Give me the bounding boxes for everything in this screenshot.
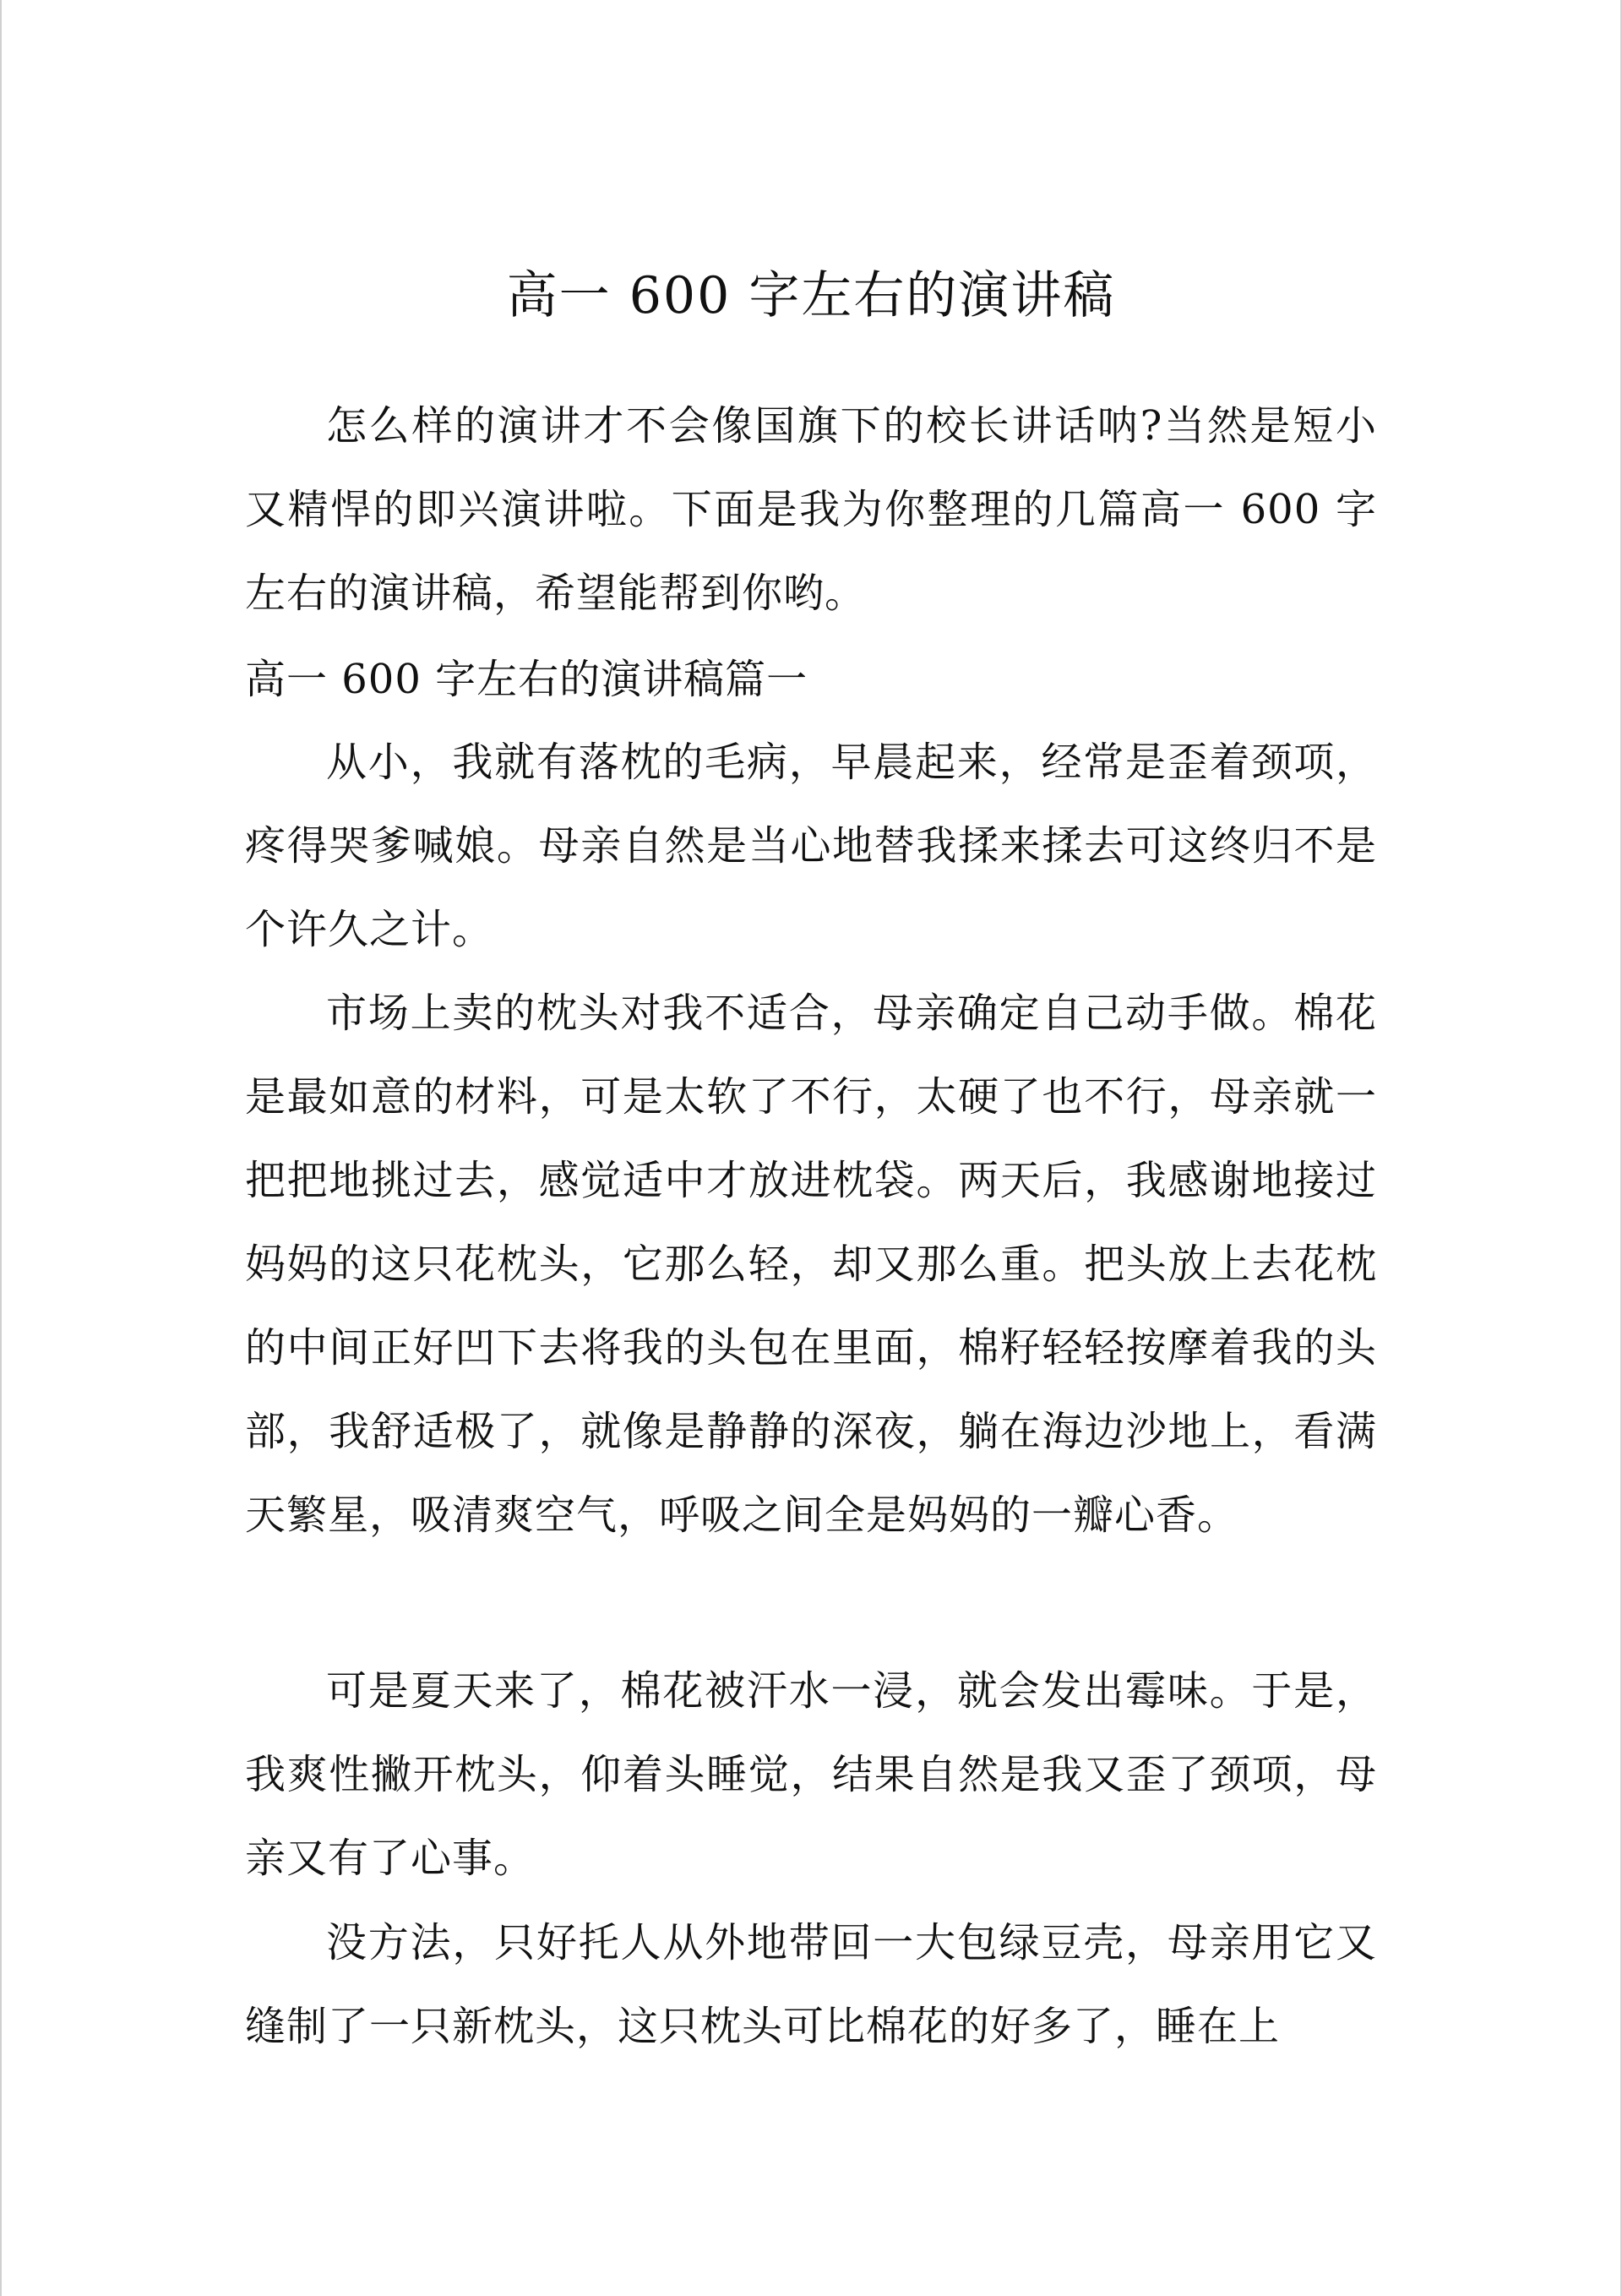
paragraph-4: 没方法，只好托人从外地带回一大包绿豆壳，母亲用它又缝制了一只新枕头，这只枕头可比棉花的好多了，睡在上 — [245, 1919, 1377, 2050]
document-title: 高一 600 字左右的演讲稿 — [506, 266, 1116, 325]
paragraph-1: 从小，我就有落枕的毛病，早晨起来，经常是歪着颈项，疼得哭爹喊娘。母亲自然是当心地替我揉来揉去可这终归不是个许久之计。 — [245, 739, 1377, 953]
section-heading: 高一 600 字左右的演讲稿篇一 — [245, 656, 808, 703]
intro-paragraph: 怎么样的演讲才不会像国旗下的校长讲话呐?当然是短小又精悍的即兴演讲啦。下面是我为你整理的几篇高一 600 字左右的演讲稿，希望能帮到你哟。 — [245, 402, 1377, 617]
paragraph-3: 可是夏天来了，棉花被汗水一浸，就会发出霉味。于是，我爽性撇开枕头，仰着头睡觉，结果自然是我又歪了颈项，母亲又有了心事。 — [245, 1667, 1377, 1882]
paragraph-2: 市场上卖的枕头对我不适合，母亲确定自己动手做。棉花是最如意的材料，可是太软了不行，太硬了也不行，母亲就一把把地挑过去，感觉适中才放进枕袋。两天后，我感谢地接过妈妈的这只花枕头，它那么轻，却又那么重。把头放上去花枕的中间正好凹下去将我的头包在里面，棉籽轻轻按摩着我的头部，我舒适极了，就像是静静的深夜，躺在海边沙地上，看满天繁星，吸清爽空气，呼吸之间全是妈妈的一瓣心香。 — [245, 990, 1377, 1539]
